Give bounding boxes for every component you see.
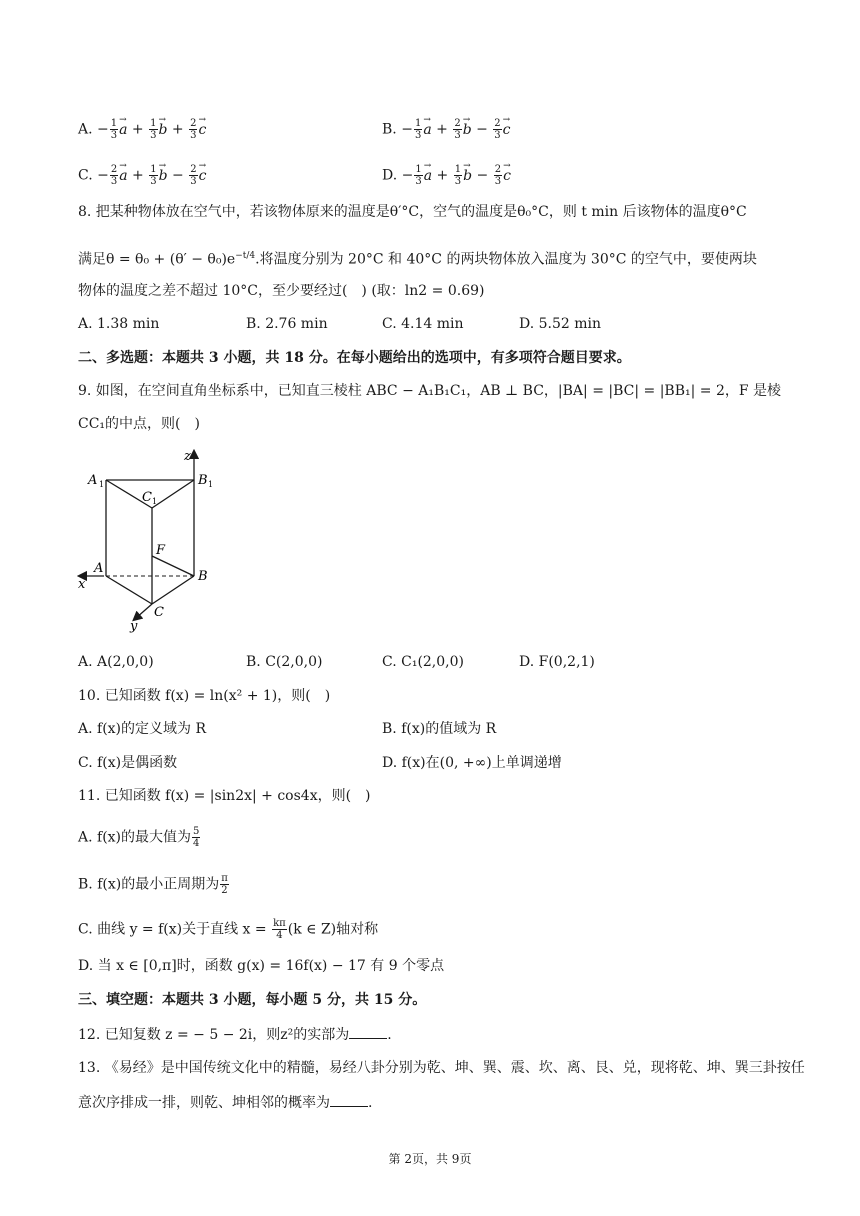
label-y: y [130, 619, 138, 634]
q8-exponent: −t/4 [235, 251, 256, 261]
q13-stem-line2: 意次序排成一排，则乾、坤相邻的概率为 . [78, 1092, 372, 1113]
label-b1-sub: 1 [208, 480, 214, 489]
label-a1: A [88, 473, 98, 488]
q9-option-d: D. F(0,2,1) [519, 654, 595, 670]
section-3-heading: 三、填空题：本题共 3 小题，每小题 5 分，共 15 分。 [78, 992, 427, 1008]
q7-option-a: A. − $\frac{1}{3}$ → a + $\frac{1}{3}$ → b + $\frac{2}{3}$ → c [78, 118, 206, 141]
label-b: B [198, 569, 208, 584]
q13-stem-line1: 13. 《易经》是中国传统文化中的精髓，易经八卦分别为乾、坤、巽、震、坎、离、艮、兑，现将乾、坤、巽三卦按任 [78, 1060, 805, 1076]
label-f: F [156, 543, 166, 558]
q13-answer-blank [330, 1092, 368, 1107]
q7-option-d: D. − $\frac{1}{3}$ → a + $\frac{1}{3}$ → b − $\frac{2}{3}$ → c [382, 164, 511, 187]
label-c: C [154, 605, 164, 620]
label-c1-sub: 1 [152, 497, 158, 506]
q8-option-b: B. 2.76 min [246, 316, 328, 332]
q8-option-d: D. 5.52 min [519, 316, 602, 332]
label-b1: B [198, 473, 208, 488]
q9-stem-line2: CC₁的中点，则( ) [78, 416, 200, 432]
section-2-heading: 二、多选题：本题共 3 小题，共 18 分。在每小题给出的选项中，有多项符合题目要求。 [78, 350, 631, 366]
label-x: x [78, 577, 86, 592]
q10-option-b: B. f(x)的值域为 R [382, 721, 497, 737]
q10-option-d: D. f(x)在(0, +∞)上单调递增 [382, 755, 562, 771]
q10-option-c: C. f(x)是偶函数 [78, 755, 178, 771]
q11-option-d: D. 当 x ∈ [0,π]时，函数 g(x) = 16f(x) − 17 有 9 个零点 [78, 958, 445, 974]
y-axis [136, 604, 152, 618]
label-z: z [184, 449, 191, 464]
q9-stem-line1: 9. 如图，在空间直角坐标系中，已知直三棱柱 ABC − A₁B₁C₁，AB ⊥ BC，|BA| = |BC| = |BB₁| = 2，F 是棱 [78, 383, 782, 399]
q9-option-c: C. C₁(2,0,0) [382, 654, 464, 670]
page-footer: 第 2页，共 9页 [388, 1152, 472, 1166]
label-a1-sub: 1 [99, 480, 105, 489]
q9-option-b: B. C(2,0,0) [246, 654, 323, 670]
q8-stem-line2: 满足$\theta = \theta_0 + (\theta' - \theta_0)e^{-t/4}$.将温度分别为 20°C 和 40°C 的两块物体放入温度为 30°C 的空气中，要使两块 [78, 251, 757, 268]
q8-option-c: C. 4.14 min [382, 316, 464, 332]
q11-option-a: A. f(x)的最大值为 $\frac{5}{4}$ [78, 826, 200, 849]
q10-option-a: A. f(x)的定义域为 R [78, 721, 207, 737]
q8-option-a: A. 1.38 min [78, 316, 160, 332]
q7-option-c: C. − $\frac{2}{3}$ → a + $\frac{1}{3}$ → b − $\frac{2}{3}$ → c [78, 164, 206, 187]
q9-option-a: A. A(2,0,0) [78, 654, 154, 670]
q8-stem-line1: 8. 把某种物体放在空气中，若该物体原来的温度是θ′°C，空气的温度是θ₀°C，则 t min 后该物体的温度θ°C [78, 204, 747, 220]
label-a: A [94, 561, 104, 576]
q9-prism-figure [76, 446, 226, 636]
q7-option-b: B. − $\frac{1}{3}$ → a + $\frac{2}{3}$ → b − $\frac{2}{3}$ → c [382, 118, 511, 141]
q12-answer-blank [349, 1024, 387, 1039]
q11-option-c: C. 曲线 y = f(x)关于直线 x = $\frac{k\pi}{4}$ (k ∈ Z)轴对称 [78, 918, 379, 941]
q11-option-b: B. f(x)的最小正周期为 $\frac{\pi}{2}$ [78, 873, 228, 896]
q12-stem: 12. 已知复数 z = − 5 − 2i，则z²的实部为 . [78, 1024, 392, 1045]
label-c1: C [142, 490, 152, 505]
q8-stem-line3: 物体的温度之差不超过 10°C，至少要经过( ) (取：ln2 = 0.69) [78, 283, 485, 299]
q10-stem: 10. 已知函数 f(x) = ln(x² + 1)，则( ) [78, 688, 331, 704]
q11-stem: 11. 已知函数 f(x) = |sin2x| + cos4x，则( ) [78, 788, 371, 804]
